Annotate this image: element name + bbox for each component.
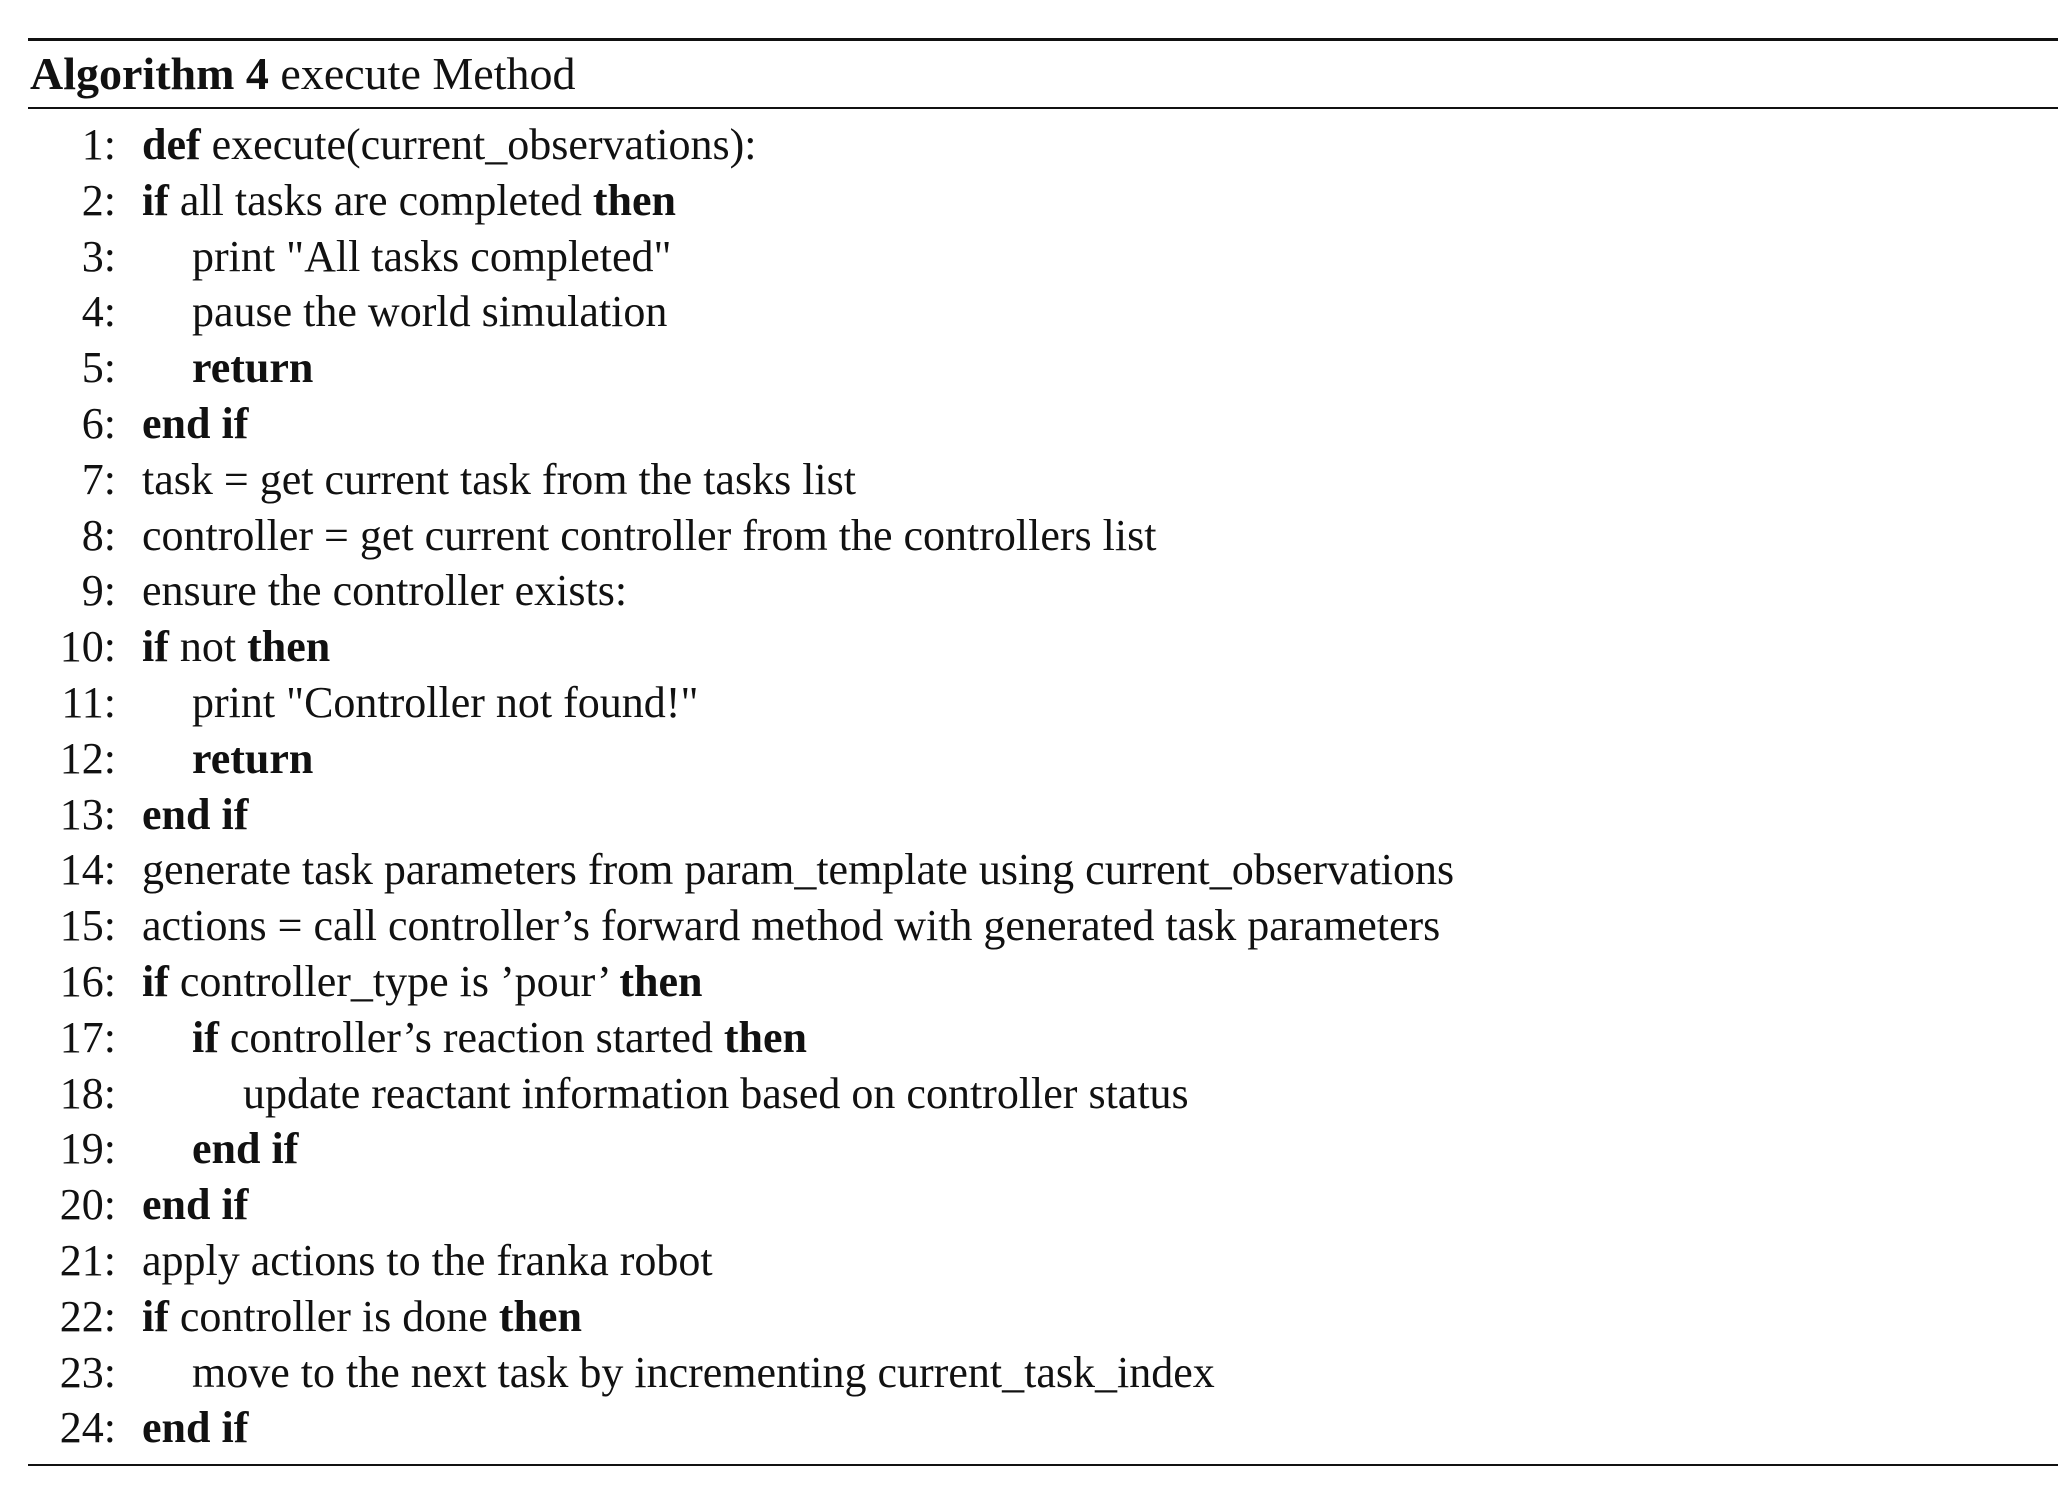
keyword-end-if: end if [142,789,249,839]
algorithm-title: execute Method [280,48,576,99]
keyword-then: then [592,175,676,225]
line-number: 10: [59,622,116,672]
code-text: print "All tasks completed" [192,231,672,281]
code-text: controller’s reaction started [218,1012,724,1062]
algorithm-lines [28,109,2058,1456]
code-text: apply actions to the franka robot [142,1235,713,1285]
line-number: 6: [81,398,116,448]
code-line-16 [28,954,2058,1010]
code-line-21 [28,1233,2058,1289]
line-number: 11: [61,677,116,727]
line-number: 1: [81,120,116,169]
code-line-1 [28,117,2058,173]
line-number: 17: [59,1012,116,1062]
code-line-23 [28,1345,2058,1401]
code-text: all tasks are completed [168,175,593,225]
keyword-def: def [142,120,201,169]
algorithm-block [28,38,2058,1466]
code-line-22 [28,1289,2058,1345]
code-line-4 [28,284,2058,340]
keyword-if: if [142,956,169,1006]
code-text: print "Controller not found!" [192,677,699,727]
code-text: task = get current task from the tasks list [142,454,856,504]
code-text: generate task parameters from param_template using current_observations [142,845,1455,895]
line-number: 2: [81,175,116,225]
code-line-19 [28,1121,2058,1177]
code-line-8 [28,508,2058,564]
code-text: controller is done [168,1291,499,1341]
code-line-10 [28,619,2058,675]
code-text: update reactant information based on controller status [243,1068,1189,1118]
keyword-end-if: end if [142,398,249,448]
code-line-7 [28,452,2058,508]
code-line-12 [28,731,2058,787]
code-text: actions = call controller’s forward method with generated task parameters [142,901,1441,951]
line-number: 19: [59,1124,116,1174]
line-number: 7: [81,454,116,504]
line-number: 24: [59,1403,116,1453]
code-text: controller_type is ’pour’ [168,956,620,1006]
line-number: 14: [59,845,116,895]
line-number: 5: [81,343,116,393]
code-line-3 [28,229,2058,285]
code-line-2 [28,173,2058,229]
keyword-end-if: end if [142,1180,249,1230]
algorithm-caption [28,41,2058,107]
keyword-if: if [142,622,169,672]
code-line-5 [28,340,2058,396]
line-number: 18: [59,1068,116,1118]
keyword-then: then [247,622,331,672]
code-line-11 [28,675,2058,731]
code-line-17 [28,1010,2058,1066]
code-text: execute(current_observations): [200,120,757,169]
line-number: 4: [81,287,116,337]
code-line-15 [28,898,2058,954]
keyword-then: then [619,956,703,1006]
line-number: 8: [81,510,116,560]
code-text: move to the next task by incrementing current_task_index [192,1347,1215,1397]
line-number: 22: [59,1291,116,1341]
code-line-13 [28,787,2058,843]
line-number: 20: [59,1180,116,1230]
keyword-end-if: end if [142,1403,249,1453]
bottom-rule [28,1464,2058,1466]
code-text: ensure the controller exists: [142,566,628,616]
code-text: pause the world simulation [192,287,668,337]
code-line-14 [28,842,2058,898]
line-number: 12: [59,733,116,783]
keyword-if: if [142,175,169,225]
code-line-18 [28,1066,2058,1122]
line-number: 3: [81,231,116,281]
code-line-24 [28,1400,2058,1456]
algorithm-label: Algorithm 4 [30,48,269,99]
code-text: not [168,622,248,672]
code-line-6 [28,396,2058,452]
line-number: 15: [59,901,116,951]
line-number: 13: [59,789,116,839]
code-line-20 [28,1177,2058,1233]
line-number: 16: [59,956,116,1006]
keyword-end-if: end if [192,1124,299,1174]
code-text: controller = get current controller from the controllers list [142,510,1157,560]
code-line-9 [28,563,2058,619]
keyword-if: if [142,1291,169,1341]
keyword-return: return [192,343,314,393]
keyword-then: then [498,1291,582,1341]
keyword-if: if [192,1012,219,1062]
line-number: 23: [59,1347,116,1397]
line-number: 21: [59,1235,116,1285]
keyword-then: then [723,1012,808,1062]
line-number: 9: [81,566,116,616]
keyword-return: return [192,733,314,783]
